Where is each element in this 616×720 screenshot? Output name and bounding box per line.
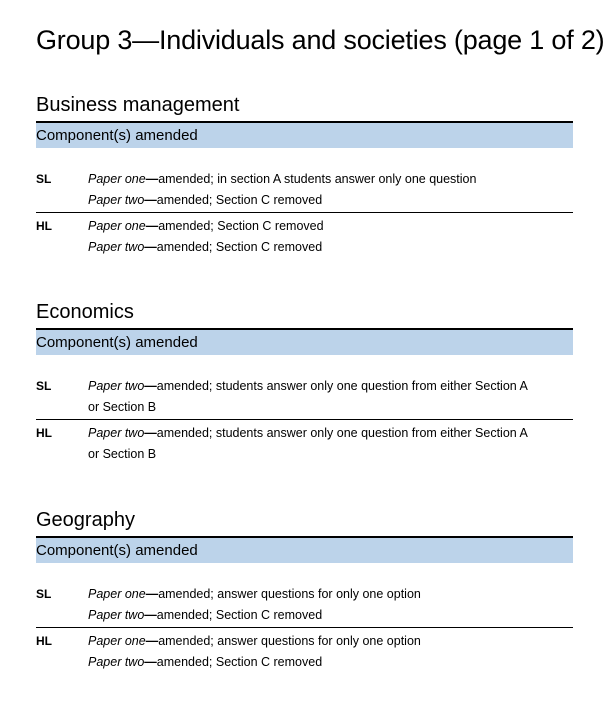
line-text: amended; Section C removed — [156, 655, 323, 669]
line-item — [88, 169, 573, 190]
row-hl — [36, 423, 573, 466]
em-dash: — — [145, 634, 159, 648]
paper-name: Paper two — [88, 240, 145, 254]
page-title: Group 3—Individuals and societies (page 1 of 2) — [36, 25, 605, 55]
em-dash: — — [145, 219, 159, 233]
line-item — [88, 605, 573, 626]
line-text: amended; students answer only one question from either Section A — [156, 426, 528, 440]
line-text: amended; Section C removed — [156, 193, 323, 207]
line-item — [88, 652, 573, 673]
em-dash: — — [144, 655, 157, 669]
section-economics — [36, 299, 573, 466]
line-text: amended; answer questions for only one option — [158, 634, 421, 648]
line-item — [88, 584, 573, 605]
paper-name: Paper one — [88, 219, 146, 233]
line-text: amended; in section A students answer only one question — [158, 172, 477, 186]
row-sl — [36, 584, 573, 628]
row-lines — [88, 423, 573, 465]
level-label: SL — [36, 172, 52, 186]
level-label: HL — [36, 426, 52, 440]
line-text: or Section B — [88, 447, 157, 461]
em-dash: — — [144, 240, 157, 254]
row-lines — [88, 584, 573, 626]
em-dash: — — [144, 426, 157, 440]
paper-name: Paper two — [88, 608, 145, 622]
line-item — [88, 376, 573, 397]
em-dash: — — [144, 608, 157, 622]
line-text: amended; Section C removed — [156, 608, 323, 622]
paper-name: Paper two — [88, 379, 145, 393]
line-text: amended; answer questions for only one option — [158, 587, 421, 601]
section-title: Economics — [36, 301, 134, 323]
line-text: amended; Section C removed — [156, 240, 323, 254]
paper-name: Paper one — [88, 634, 146, 648]
row-lines — [88, 376, 573, 418]
level-label: SL — [36, 379, 52, 393]
line-item — [88, 444, 573, 465]
paper-name: Paper two — [88, 193, 145, 207]
line-item — [88, 423, 573, 444]
line-item — [88, 216, 573, 237]
em-dash: — — [144, 193, 157, 207]
component-rows — [36, 376, 573, 466]
em-dash: — — [145, 587, 159, 601]
component-rows — [36, 584, 573, 674]
line-text: amended; Section C removed — [158, 219, 324, 233]
component-rows — [36, 169, 573, 259]
line-text: or Section B — [88, 400, 157, 414]
component-bar: Component(s) amended — [36, 536, 573, 563]
line-item — [88, 631, 573, 652]
paper-name: Paper one — [88, 587, 146, 601]
level-label: SL — [36, 587, 52, 601]
row-lines — [88, 631, 573, 673]
line-item — [88, 397, 573, 418]
line-text: amended; students answer only one question from either Section A — [156, 379, 528, 393]
row-hl — [36, 216, 573, 259]
line-item — [88, 237, 573, 258]
em-dash: — — [145, 172, 159, 186]
section-title: Geography — [36, 509, 135, 531]
paper-name: Paper two — [88, 655, 145, 669]
row-sl — [36, 376, 573, 420]
component-bar: Component(s) amended — [36, 121, 573, 148]
row-lines — [88, 216, 573, 258]
row-sl — [36, 169, 573, 213]
paper-name: Paper two — [88, 426, 145, 440]
paper-name: Paper one — [88, 172, 146, 186]
row-lines — [88, 169, 573, 211]
section-geography — [36, 507, 573, 674]
component-bar: Component(s) amended — [36, 328, 573, 355]
level-label: HL — [36, 219, 52, 233]
section-business-management — [36, 92, 573, 259]
level-label: HL — [36, 634, 52, 648]
line-item — [88, 190, 573, 211]
section-title: Business management — [36, 94, 240, 116]
em-dash: — — [144, 379, 157, 393]
row-hl — [36, 631, 573, 674]
